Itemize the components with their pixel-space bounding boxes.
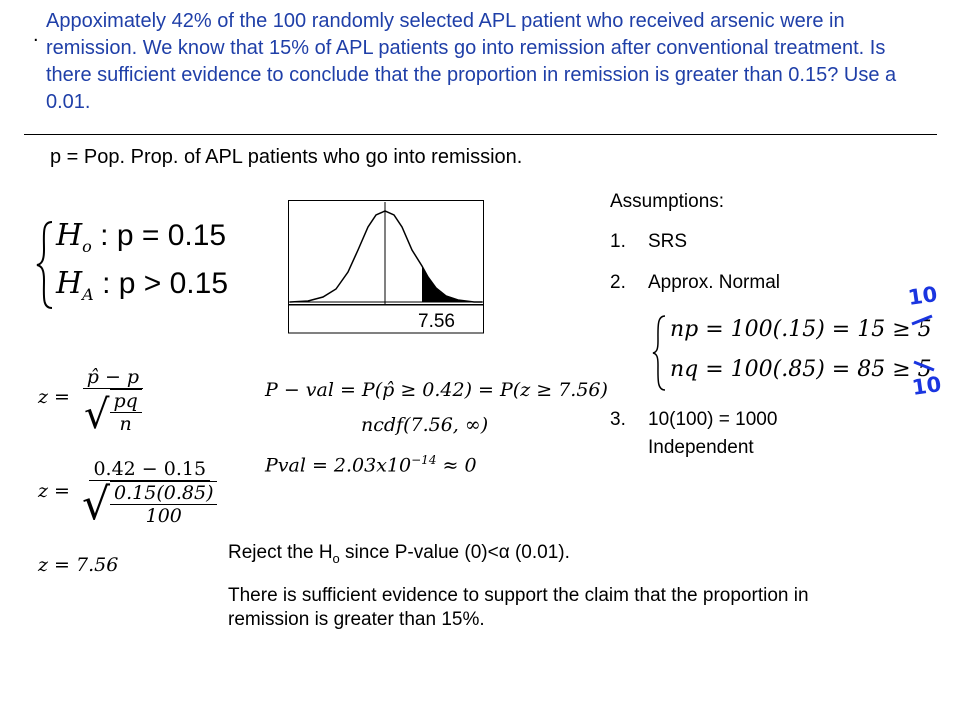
handwritten-10-bottom: 10	[910, 372, 943, 400]
conditions-brace	[652, 315, 666, 391]
assumption-normal: Approx. Normal	[648, 272, 780, 293]
nq-condition: nq = 100(.85) = 85 ≥ 5	[670, 357, 932, 382]
z-result: z = 7.56	[38, 554, 119, 576]
assumption-number: 3.	[610, 409, 626, 430]
handwritten-10-top: 10	[906, 282, 939, 310]
normal-curve-graph	[288, 200, 484, 334]
problem-statement: Appoximately 42% of the 100 randomly selected APL patient who received arsenic were in remission. We know that 15% of APL patients go into remission after conventional treatment. Is there sufficient evidence to conclude that the proportion in remission is greater than 0.15? Use a 0.01.	[46, 10, 897, 113]
assumption-srs: SRS	[648, 231, 688, 252]
assumption-10n: 10(100) = 1000	[648, 409, 778, 430]
assumption-number: 1.	[610, 231, 626, 252]
reject-statement: Reject the $H_o$ since P-value (0)<α (0.01).	[228, 542, 570, 566]
alternative-hypothesis: $H_A$ : p > 0.15	[56, 266, 229, 304]
assumption-independent: Independent	[648, 437, 754, 458]
graph-z-label: 7.56	[418, 311, 455, 332]
assumptions	[610, 188, 780, 297]
null-hypothesis: $H_o$ : p = 0.15	[56, 218, 227, 256]
p-value-line1: P − val = P(p̂ ≥ 0.42) = P(z ≥ 7.56)	[265, 379, 608, 401]
conclusion	[228, 541, 848, 645]
parameter-definition: p = Pop. Prop. of APL patients who go into remission.	[50, 146, 523, 168]
ncdf-line: ncdf(7.56, ∞)	[361, 414, 489, 436]
p-value-result: Pval = $2.03x10^{-14} \approx 0$	[265, 453, 477, 477]
p-value-block	[265, 373, 608, 483]
hypotheses-brace	[36, 220, 54, 310]
conclusion-statement: There is sufficient evidence to support the claim that the proportion in remission is greater than 15%.	[228, 584, 809, 630]
divider-line	[24, 134, 937, 135]
assumption-independence	[610, 406, 777, 462]
assumption-number: 2.	[610, 272, 626, 293]
stray-dot: .	[33, 24, 39, 46]
np-condition: np = 100(.15) = 15 ≥ 5	[670, 317, 932, 342]
assumptions-title: Assumptions:	[610, 191, 725, 212]
handwritten-marks	[910, 302, 938, 392]
